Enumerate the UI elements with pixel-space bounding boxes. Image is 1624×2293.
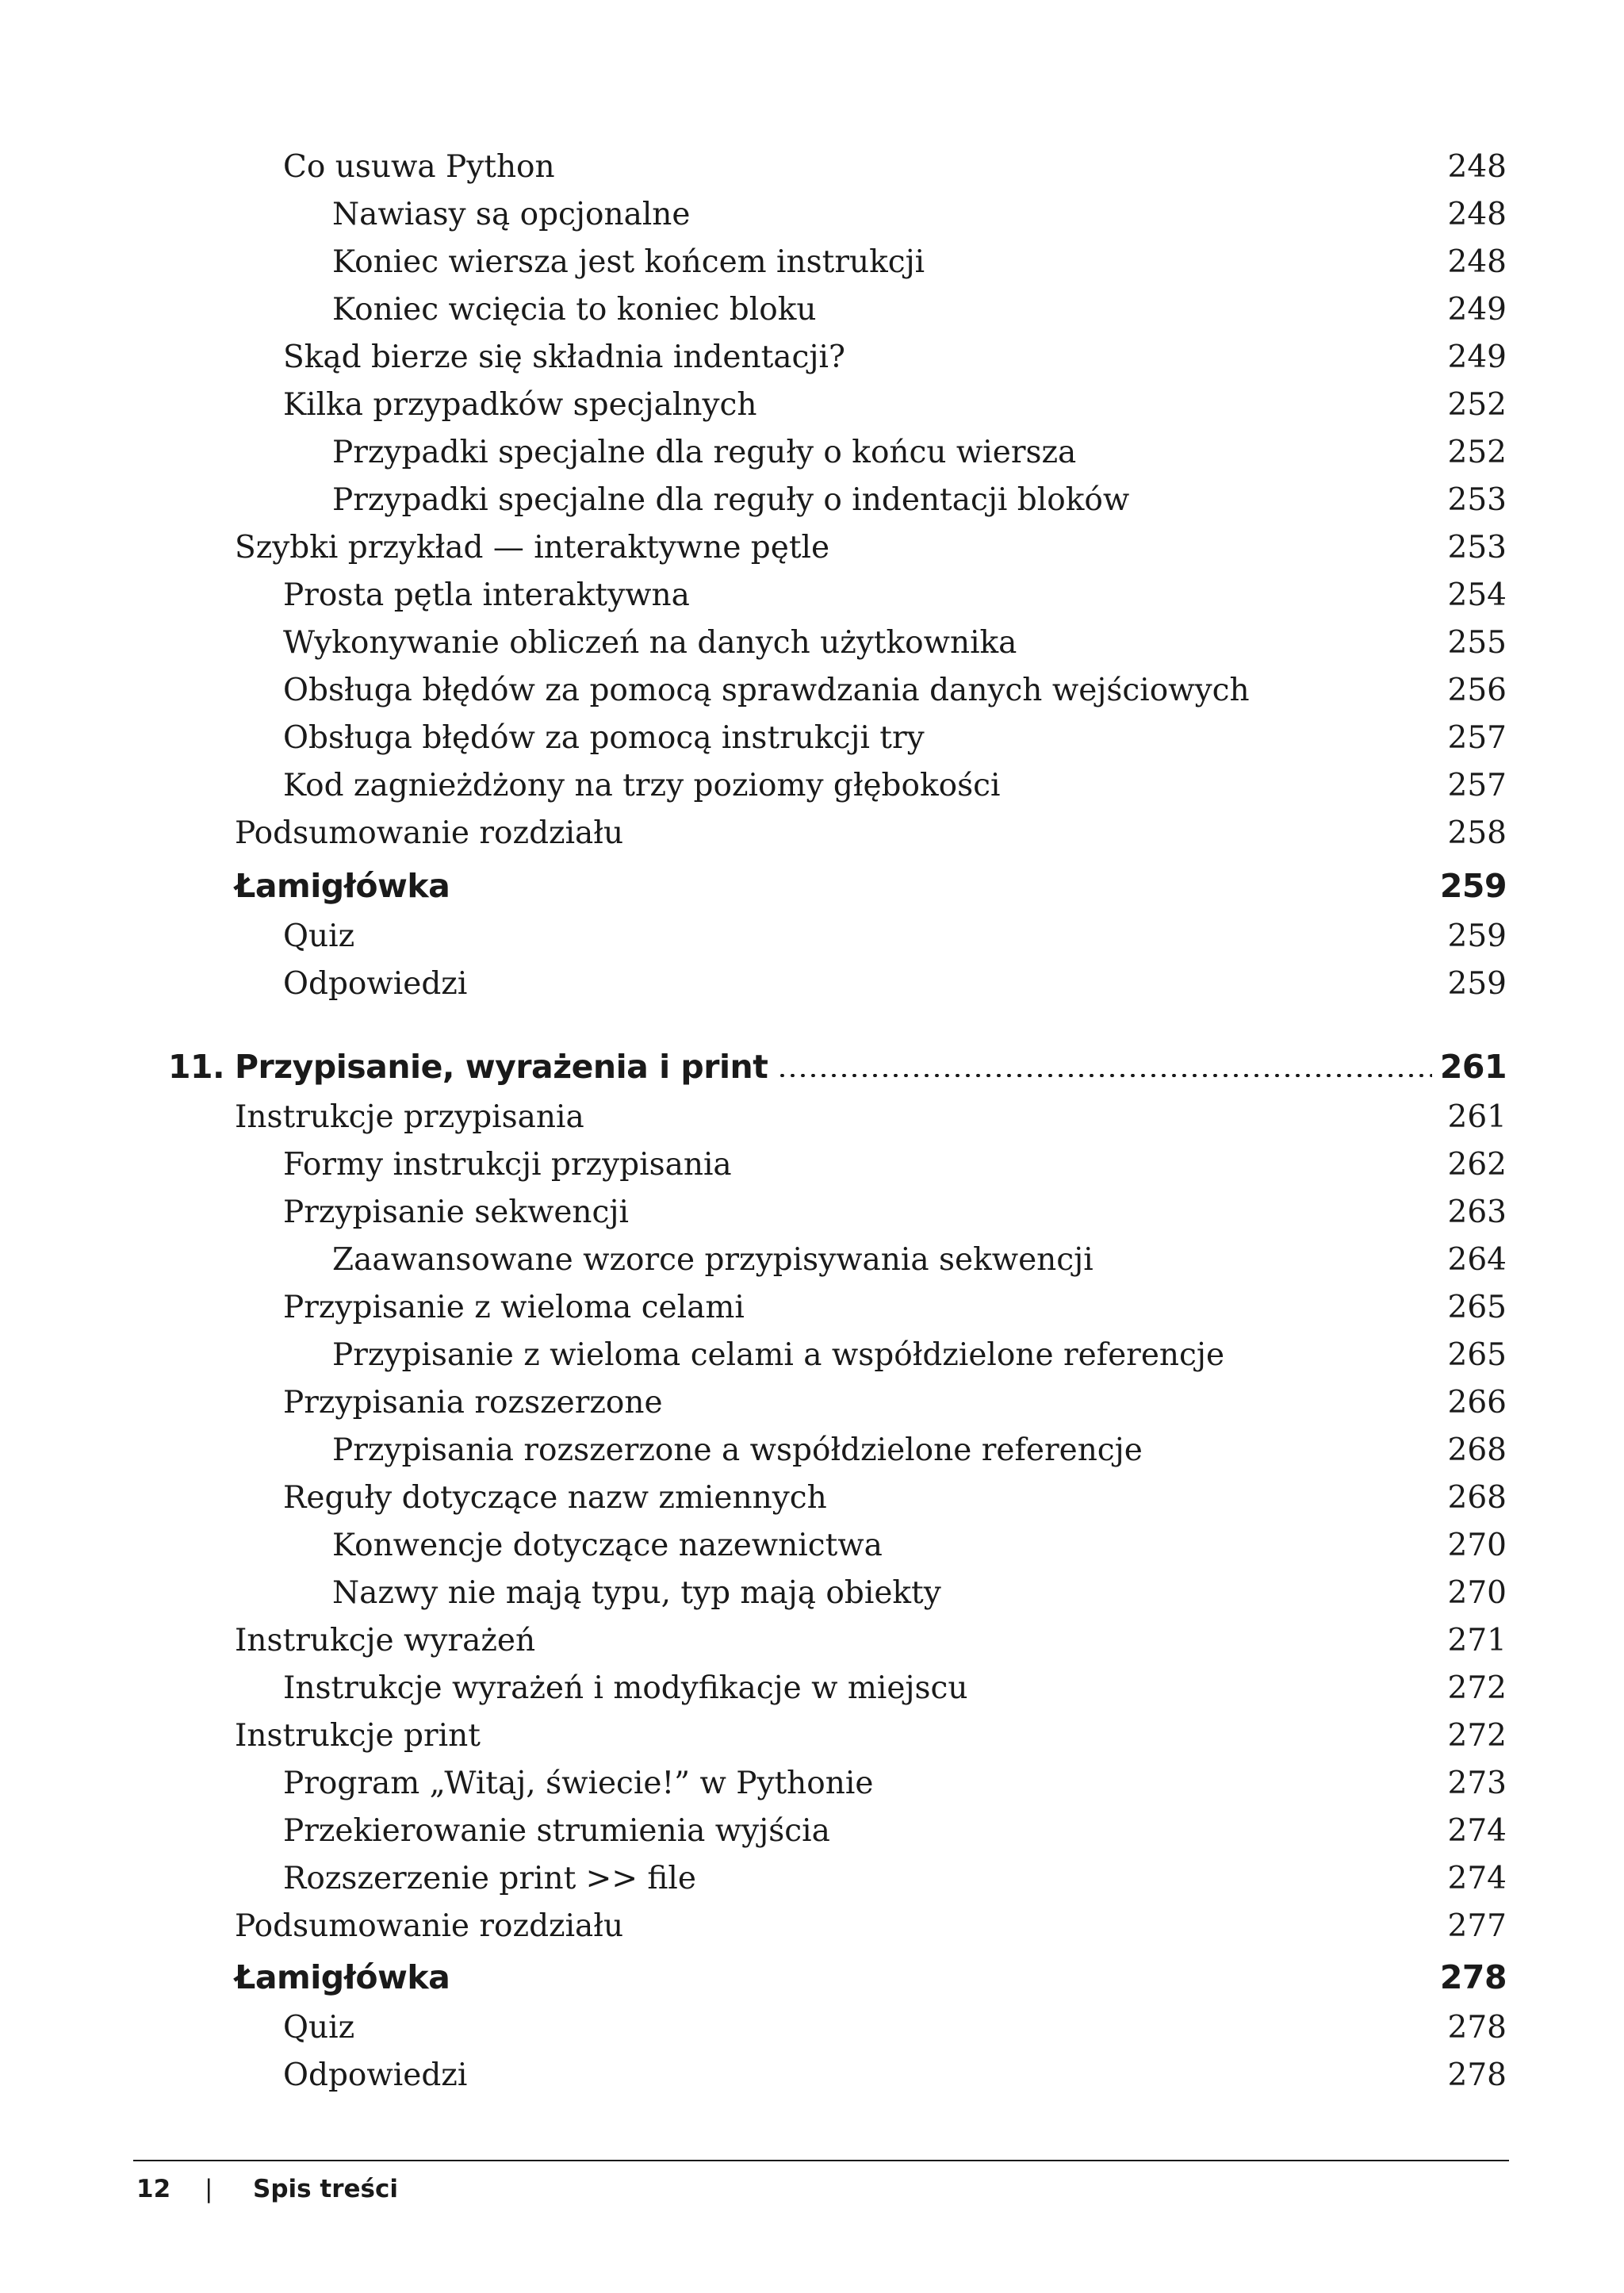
toc-entry-page: 278 (1447, 2057, 1507, 2093)
toc-entry-title: Łamigłówka (235, 867, 450, 905)
toc-entry-page: 249 (1447, 339, 1507, 375)
toc-entry-page: 262 (1447, 1146, 1507, 1183)
toc-entry (332, 1426, 1507, 1474)
toc-entry-page: 263 (1447, 1194, 1507, 1230)
toc-entry (283, 1141, 1507, 1188)
toc-entry-page: 252 (1447, 434, 1507, 470)
dot-leader (777, 1074, 1432, 1077)
toc-entry-page: 261 (1447, 1099, 1507, 1135)
chapter-title: Przypisanie, wyrażenia i print (235, 1048, 768, 1086)
toc-entry-title: Wykonywanie obliczeń na danych użytkownika (283, 624, 1017, 661)
toc-entry (283, 1759, 1507, 1807)
toc-entry-page: 265 (1447, 1289, 1507, 1325)
toc-entry-title: Nawiasy są opcjonalne (332, 196, 691, 232)
toc-entry-title: Przypisania rozszerzone (283, 1384, 663, 1421)
toc-entry (332, 1569, 1507, 1616)
toc-entry-page: 257 (1447, 767, 1507, 803)
toc-entry-page: 248 (1447, 243, 1507, 280)
toc-entry-title: Quiz (283, 2009, 355, 2046)
toc-entry-title: Quiz (283, 918, 355, 954)
toc-entry-title: Koniec wcięcia to koniec bloku (332, 291, 817, 328)
footer-separator: | (205, 2175, 213, 2203)
toc-entry (283, 960, 1507, 1007)
toc-entry-page: 270 (1447, 1574, 1507, 1611)
toc-entry (332, 1236, 1507, 1283)
toc-entry-page: 278 (1439, 1958, 1507, 1996)
toc-entry (235, 1616, 1507, 1664)
toc-entry-page: 277 (1447, 1908, 1507, 1944)
toc-entry-page: 274 (1447, 1860, 1507, 1896)
toc-entry-title: Odpowiedzi (283, 2057, 468, 2093)
toc-entry-title: Przekierowanie strumienia wyjścia (283, 1812, 830, 1849)
chapter-number: 11. (168, 1048, 225, 1086)
toc-entry (332, 286, 1507, 333)
toc-entry-title: Przypisanie z wieloma celami (283, 1289, 745, 1325)
toc-entry (235, 1902, 1507, 1950)
toc-entry (283, 1283, 1507, 1331)
toc-entry (235, 523, 1507, 571)
toc-entry-title: Łamigłówka (235, 1958, 450, 1996)
toc-entry-page: 265 (1447, 1336, 1507, 1373)
toc-entry (283, 2051, 1507, 2099)
toc-entry (283, 714, 1507, 761)
toc-entry-title: Zaawansowane wzorce przypisywania sekwencji (332, 1241, 1094, 1278)
toc-entry-title: Kilka przypadków specjalnych (283, 386, 757, 423)
toc-entry (283, 143, 1507, 190)
toc-entry (332, 190, 1507, 238)
toc-entry-title: Odpowiedzi (283, 965, 468, 1002)
toc-entry-page: 278 (1447, 2009, 1507, 2046)
toc-entry (283, 1188, 1507, 1236)
toc-entry-page: 248 (1447, 196, 1507, 232)
toc-entry-title: Przypadki specjalne dla reguły o końcu wiersza (332, 434, 1077, 470)
toc-entry (283, 666, 1507, 714)
toc-entry-title: Instrukcje print (235, 1717, 481, 1754)
toc-entry (332, 238, 1507, 286)
toc-entry (283, 381, 1507, 428)
toc-entry-page: 253 (1447, 481, 1507, 518)
footer-divider (133, 2160, 1509, 2161)
toc-entry-title: Podsumowanie rozdziału (235, 1908, 624, 1944)
toc-entry-page: 270 (1447, 1527, 1507, 1563)
toc-entry-page: 254 (1447, 577, 1507, 613)
toc-entry-page: 273 (1447, 1765, 1507, 1801)
footer-section-label: Spis treści (253, 2175, 398, 2203)
toc-entry-title: Rozszerzenie print >> file (283, 1860, 696, 1896)
toc-entry (283, 1664, 1507, 1712)
toc-entry-page: 248 (1447, 148, 1507, 185)
toc-entry-title: Formy instrukcji przypisania (283, 1146, 732, 1183)
toc-entry-title: Szybki przykład — interaktywne pętle (235, 529, 830, 566)
toc-entry-page: 259 (1447, 918, 1507, 954)
toc-entry-title: Program „Witaj, świecie!” w Pythonie (283, 1765, 874, 1801)
toc-section-heading (235, 860, 1507, 912)
toc-entry-page: 256 (1447, 672, 1507, 708)
toc-entry (283, 619, 1507, 666)
toc-entry-title: Przypisanie sekwencji (283, 1194, 629, 1230)
toc-entry (283, 1807, 1507, 1854)
toc-entry-page: 272 (1447, 1670, 1507, 1706)
toc-entry-page: 249 (1447, 291, 1507, 328)
chapter-heading (168, 1041, 1507, 1093)
toc-entry-title: Obsługa błędów za pomocą instrukcji try (283, 719, 925, 756)
toc-entry-page: 274 (1447, 1812, 1507, 1849)
toc-entry-page: 268 (1447, 1432, 1507, 1468)
toc-entry (332, 476, 1507, 523)
toc-entry-page: 259 (1447, 965, 1507, 1002)
toc-entry-title: Prosta pętla interaktywna (283, 577, 690, 613)
toc-entry-title: Konwencje dotyczące nazewnictwa (332, 1527, 883, 1563)
toc-entry (332, 1521, 1507, 1569)
toc-entry (235, 809, 1507, 857)
toc-entry-page: 255 (1447, 624, 1507, 661)
toc-entry-title: Kod zagnieżdżony na trzy poziomy głębokości (283, 767, 1001, 803)
toc-entry-page: 259 (1439, 867, 1507, 905)
toc-entry (235, 1093, 1507, 1141)
toc-entry (283, 2003, 1507, 2051)
toc-entry (332, 428, 1507, 476)
chapter-page: 261 (1439, 1048, 1507, 1086)
toc-entry-page: 257 (1447, 719, 1507, 756)
toc-entry (283, 1854, 1507, 1902)
toc-entry-page: 266 (1447, 1384, 1507, 1421)
toc-entry-title: Instrukcje wyrażeń (235, 1622, 536, 1658)
toc-entry (283, 571, 1507, 619)
toc-entry-title: Przypisanie z wieloma celami a współdzielone referencje (332, 1336, 1225, 1373)
toc-entry (235, 1712, 1507, 1759)
toc-section-heading (235, 1951, 1507, 2003)
footer-page-number: 12 (136, 2175, 171, 2203)
toc-entry-title: Reguły dotyczące nazw zmiennych (283, 1479, 827, 1516)
toc-entry-title: Przypisania rozszerzone a współdzielone referencje (332, 1432, 1143, 1468)
toc-entry-page: 252 (1447, 386, 1507, 423)
toc-entry-title: Nazwy nie mają typu, typ mają obiekty (332, 1574, 941, 1611)
toc-entry (283, 333, 1507, 381)
toc-entry-title: Obsługa błędów za pomocą sprawdzania danych wejściowych (283, 672, 1250, 708)
toc-entry-title: Koniec wiersza jest końcem instrukcji (332, 243, 925, 280)
toc-entry-page: 271 (1447, 1622, 1507, 1658)
toc-entry-page: 268 (1447, 1479, 1507, 1516)
toc-entry-title: Instrukcje wyrażeń i modyfikacje w miejscu (283, 1670, 968, 1706)
toc-entry (283, 912, 1507, 960)
toc-entry-title: Co usuwa Python (283, 148, 555, 185)
toc-entry (283, 1474, 1507, 1521)
toc-entry-title: Instrukcje przypisania (235, 1099, 584, 1135)
toc-entry (283, 761, 1507, 809)
toc-entry-page: 264 (1447, 1241, 1507, 1278)
toc-entry-page: 253 (1447, 529, 1507, 566)
toc-entry-page: 272 (1447, 1717, 1507, 1754)
toc-entry (332, 1331, 1507, 1378)
toc-entry-title: Przypadki specjalne dla reguły o indentacji bloków (332, 481, 1130, 518)
toc-entry-page: 258 (1447, 815, 1507, 851)
toc-entry-title: Skąd bierze się składnia indentacji? (283, 339, 845, 375)
toc-entry (283, 1378, 1507, 1426)
toc-entry-title: Podsumowanie rozdziału (235, 815, 624, 851)
